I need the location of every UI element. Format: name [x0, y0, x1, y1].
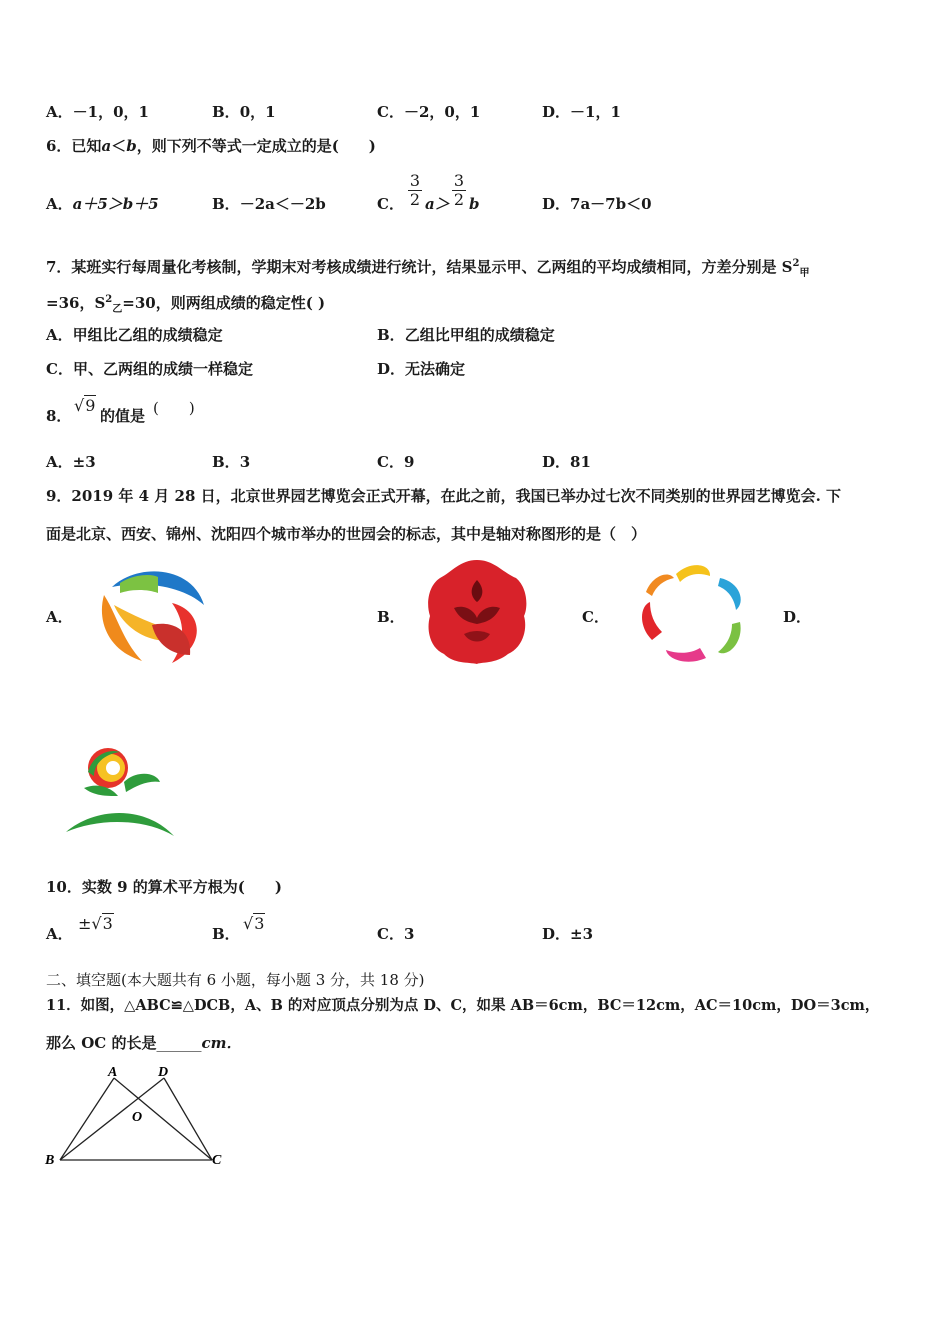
q9-stem-line1: 9．2019 年 4 月 28 日，北京世界园艺博览会正式开幕，在此之前，我国已举办过七次不同类别的世界园艺博览会. 下 — [46, 487, 842, 505]
q6-option-c-end: b — [469, 195, 480, 213]
logo-b-red-flower — [428, 560, 526, 664]
q6-option-c-fraction-2: $\frac{3}{2}$ — [453, 171, 465, 209]
q9-option-a-label[interactable]: A． — [46, 608, 73, 626]
q10-option-d[interactable]: D．±3 — [542, 925, 594, 943]
q5-option-d[interactable]: D．－1，1 — [542, 103, 621, 121]
label-o: O — [132, 1110, 143, 1125]
sqrt-icon: √ — [243, 914, 254, 933]
q7-stem-line2: =36，$S^2_乙=30$，则两组成绩的稳定性( ) — [46, 294, 326, 315]
logo-d-right-leaf — [124, 774, 160, 792]
logo-d-center — [106, 761, 120, 775]
q10-option-b-label[interactable]: B． — [212, 925, 240, 943]
q8-option-d[interactable]: D．81 — [542, 453, 591, 471]
q8-sqrt: √9 — [74, 396, 96, 415]
q10-option-b-expression: √3 — [243, 914, 265, 933]
q10-option-a-label[interactable]: A． — [46, 925, 73, 943]
q5-option-b[interactable]: B．0，1 — [212, 103, 276, 121]
q5-option-a[interactable]: A．－1，0，1 — [46, 103, 149, 121]
q6-stem: 6．已知a＜b，则下列不等式一定成立的是( ) — [46, 137, 376, 155]
segment-dc — [164, 1078, 212, 1160]
q11-stem-line1: 11．如图，△ABC≌△DCB，A、B 的对应顶点分别为点 D、C，如果 AB＝6cm，BC＝12cm，AC＝10cm，DO＝3cm， — [46, 997, 880, 1014]
sqrt-icon: √ — [74, 396, 85, 415]
q6-option-c-label[interactable]: C． — [377, 195, 404, 213]
q9-option-b-label[interactable]: B． — [377, 608, 405, 626]
xian-expo-logo-image[interactable] — [424, 558, 530, 666]
geometry-figure — [40, 1065, 230, 1170]
q8-option-a[interactable]: A．±3 — [46, 453, 96, 471]
q7-option-c[interactable]: C．甲、乙两组的成绩一样稳定 — [46, 360, 253, 378]
q9-option-d-label[interactable]: D． — [783, 608, 812, 626]
q6-option-c-fraction-1: $\frac{3}{2}$ — [409, 171, 421, 209]
q8-number: 8． — [46, 407, 72, 425]
q10-stem: 10．实数 9 的算术平方根为( ) — [46, 878, 282, 896]
q11-stem-line2: 那么 OC 的长是______cm． — [46, 1034, 242, 1052]
q7-option-a[interactable]: A．甲组比乙组的成绩稳定 — [46, 326, 223, 344]
logo-c-green-swirl — [718, 622, 741, 653]
answer-blank[interactable]: ______ — [156, 1034, 202, 1052]
q10-option-a-expression: ±√3 — [78, 914, 113, 933]
q5-option-c[interactable]: C．－2，0，1 — [377, 103, 481, 121]
segment-bd — [60, 1078, 164, 1160]
beijing-expo-logo-image[interactable] — [92, 565, 208, 665]
q6-option-c-mid: a＞ — [425, 195, 450, 213]
logo-c-blue-swirl — [718, 578, 741, 610]
q8-paren: ( ) — [153, 399, 195, 417]
q7-option-b[interactable]: B．乙组比甲组的成绩稳定 — [377, 326, 555, 344]
q9-option-c-label[interactable]: C． — [582, 608, 609, 626]
q6-option-a[interactable]: A．a＋5＞b＋5 — [46, 195, 159, 213]
q8-stem: 的值是 — [100, 407, 146, 425]
logo-c-orange-swirl — [646, 574, 674, 596]
logo-c-pink-swirl — [666, 648, 706, 662]
logo-d-ground-arc — [66, 813, 174, 836]
q7-stem-line1: 7．某班实行每周量化考核制，学期末对考核成绩进行统计，结果显示甲、乙两组的平均成绩相同，方差分别是 $S^2_甲$ — [46, 258, 810, 279]
q7-option-d[interactable]: D．无法确定 — [377, 360, 466, 378]
q6-option-d[interactable]: D．7a－7b＜0 — [542, 195, 652, 213]
label-a: A — [108, 1065, 118, 1080]
logo-c-red-swirl — [642, 602, 662, 640]
shenyang-expo-logo-image[interactable] — [64, 742, 176, 840]
q10-option-c[interactable]: C．3 — [377, 925, 415, 943]
label-c: C — [212, 1153, 222, 1168]
sqrt-icon: √ — [91, 914, 102, 933]
segment-ab — [60, 1078, 114, 1160]
label-d: D — [158, 1065, 169, 1080]
q6-option-b[interactable]: B．－2a＜－2b — [212, 195, 326, 213]
jinzhou-expo-logo-image[interactable] — [636, 560, 748, 666]
segment-ac — [114, 1078, 212, 1160]
section-heading: 二、填空题(本大题共有 6 小题，每小题 3 分，共 18 分) — [46, 971, 425, 989]
logo-c-yellow-swirl — [676, 565, 710, 582]
q8-option-c[interactable]: C．9 — [377, 453, 415, 471]
label-b: B — [45, 1153, 55, 1168]
q9-stem-line2: 面是北京、西安、锦州、沈阳四个城市举办的世园会的标志，其中是轴对称图形的是（ ） — [46, 525, 647, 543]
q8-option-b[interactable]: B．3 — [212, 453, 251, 471]
